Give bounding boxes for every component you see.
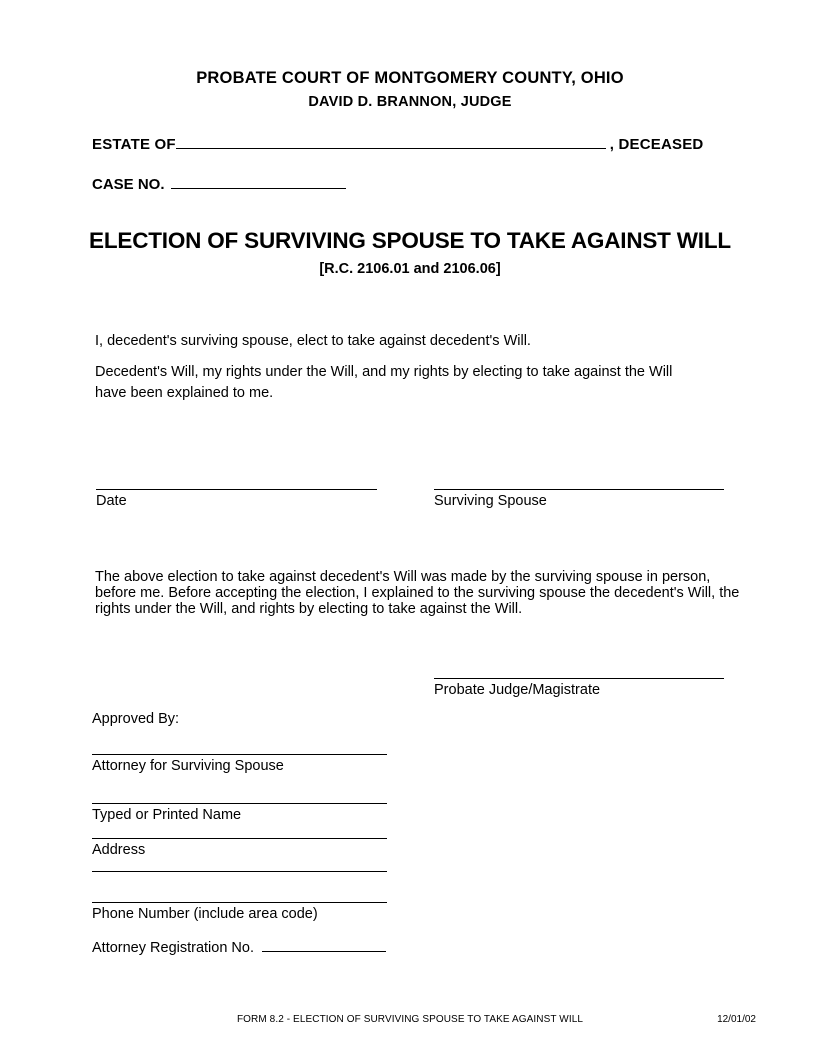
body-paragraph-3: The above election to take against decedent's Will was made by the surviving spouse in person, before me. Before accepting the election, I explained to the surviving spouse the decedent's Will, the rights under the Will, and rights by electing to take against the Will. <box>95 569 740 617</box>
deceased-label: , DECEASED <box>609 136 704 153</box>
phone-number-field[interactable] <box>92 902 387 903</box>
case-no-label: CASE NO. <box>92 176 165 193</box>
phone-number-label: Phone Number (include area code) <box>92 906 318 922</box>
estate-row <box>92 134 752 153</box>
attorney-registration-label: Attorney Registration No. <box>92 940 254 956</box>
court-name: PROBATE COURT OF MONTGOMERY COUNTY, OHIO <box>196 69 624 87</box>
typed-name-field[interactable] <box>92 803 387 804</box>
judge-name: DAVID D. BRANNON, JUDGE <box>308 94 512 110</box>
attorney-signature-field[interactable] <box>92 754 387 755</box>
address-label: Address <box>92 842 146 858</box>
surviving-spouse-signature-field[interactable] <box>434 489 724 490</box>
footer-form-text: FORM 8.2 - ELECTION OF SURVIVING SPOUSE TO TAKE AGAINST WILL <box>236 1014 584 1025</box>
probate-judge-signature-field[interactable] <box>434 678 724 679</box>
approved-by-label: Approved By: <box>92 711 180 727</box>
surviving-spouse-label: Surviving Spouse <box>434 493 547 509</box>
body-paragraph-2: Decedent's Will, my rights under the Will, and my rights by electing to take against the Will have been explained to me. <box>95 364 673 401</box>
date-label: Date <box>96 493 127 509</box>
address-field[interactable] <box>92 838 387 839</box>
page-title: ELECTION OF SURVIVING SPOUSE TO TAKE AGAINST WILL <box>89 228 731 253</box>
attorney-registration-field[interactable] <box>262 938 386 952</box>
court-header <box>60 68 760 112</box>
case-number-field[interactable] <box>171 174 346 189</box>
footer-revision-date: 12/01/02 <box>717 1014 756 1025</box>
typed-name-label: Typed or Printed Name <box>92 807 242 823</box>
statute-citation: [R.C. 2106.01 and 2106.06] <box>319 261 501 277</box>
date-signature-field[interactable] <box>96 489 377 490</box>
address-field-line-2[interactable] <box>92 871 387 872</box>
case-number-row <box>92 174 346 193</box>
body-paragraph-1: I, decedent's surviving spouse, elect to take against decedent's Will. <box>95 333 531 349</box>
probate-judge-label: Probate Judge/Magistrate <box>434 682 601 698</box>
estate-of-label: ESTATE OF <box>92 136 176 153</box>
attorney-registration-row <box>92 938 386 956</box>
attorney-label: Attorney for Surviving Spouse <box>92 758 284 774</box>
estate-name-field[interactable] <box>176 134 606 149</box>
